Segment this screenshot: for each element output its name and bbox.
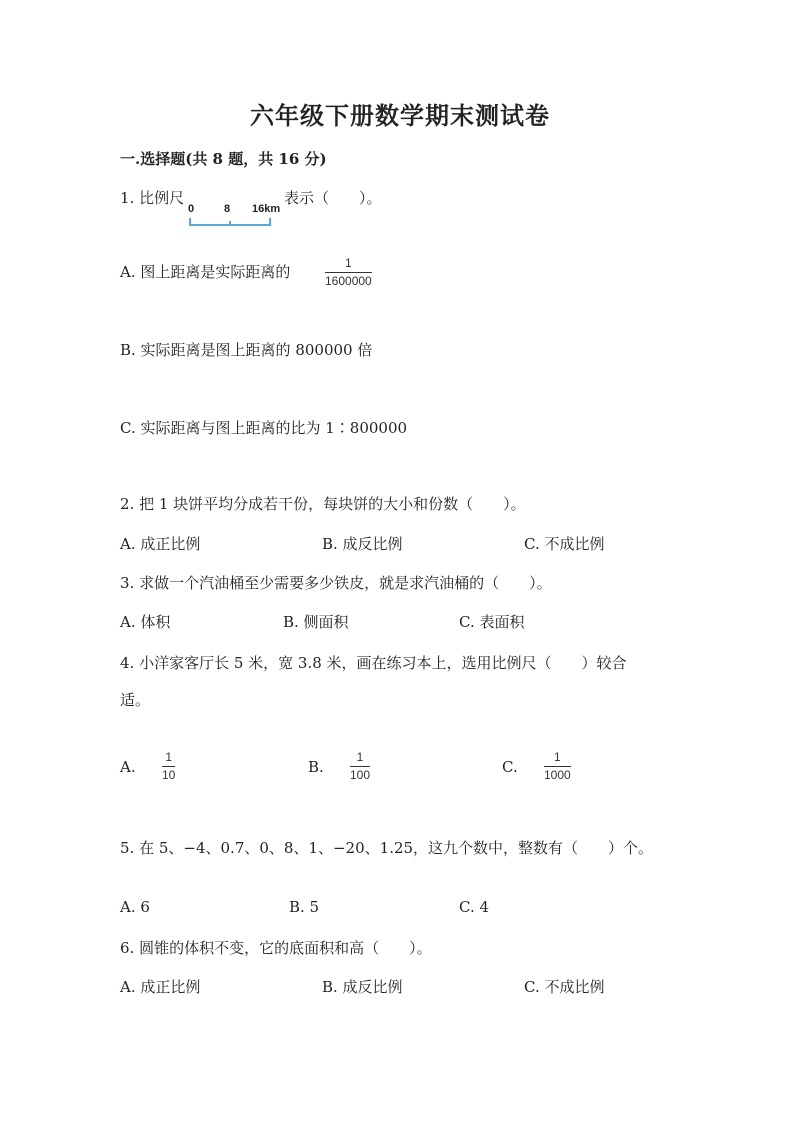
q5-option-c: C. 4	[459, 898, 490, 916]
fraction-denominator: 1000	[544, 768, 571, 782]
q4-option-a-label: A.	[120, 758, 136, 776]
q3-option-b: B. 侧面积	[283, 613, 349, 631]
q1-option-c: C. 实际距离与图上距离的比为 1∶800000	[120, 419, 408, 437]
fraction-bar	[162, 766, 175, 767]
scale-label-0: 0	[188, 203, 195, 215]
q2-option-c: C. 不成比例	[524, 535, 605, 553]
q1-stem-part-b: 表示（ ）。	[284, 189, 382, 207]
q1-option-b: B. 实际距离是图上距离的 800000 倍	[120, 341, 373, 359]
q3-option-c: C. 表面积	[459, 613, 525, 631]
q6-option-c: C. 不成比例	[524, 978, 605, 996]
scale-bar-line	[188, 198, 282, 232]
q1-option-a: A. 图上距离是实际距离的	[120, 263, 291, 281]
scale-bar-figure	[188, 198, 282, 232]
q4-option-a-fraction	[162, 750, 175, 782]
q1-stem-part-a: 1. 比例尺	[120, 189, 185, 207]
page-title: 六年级下册数学期末测试卷	[250, 101, 550, 130]
fraction-bar	[350, 766, 370, 767]
q5-stem: 5. 在 5、−4、0.7、0、8、1、−20、1.25，这九个数中，整数有（ ）个。	[120, 839, 654, 857]
fraction-numerator: 1	[356, 750, 364, 764]
q6-option-b: B. 成反比例	[322, 978, 403, 996]
fraction-denominator: 1600000	[325, 274, 372, 288]
q3-stem: 3. 求做一个汽油桶至少需要多少铁皮，就是求汽油桶的（ ）。	[120, 574, 552, 592]
fraction-denominator: 10	[162, 768, 176, 782]
fraction-denominator: 100	[350, 768, 371, 782]
q5-option-b: B. 5	[289, 898, 320, 916]
q6-option-a: A. 成正比例	[120, 978, 201, 996]
q6-stem: 6. 圆锥的体积不变，它的底面积和高（ ）。	[120, 939, 432, 957]
q2-stem: 2. 把 1 块饼平均分成若干份，每块饼的大小和份数（ ）。	[120, 495, 526, 513]
q5-option-a: A. 6	[120, 898, 150, 916]
scale-label-16km: 16km	[252, 203, 281, 215]
q4-stem-line2: 适。	[120, 691, 151, 709]
q4-option-c-label: C.	[502, 758, 518, 776]
fraction-numerator: 1	[554, 750, 561, 764]
q4-option-c-fraction	[544, 750, 571, 782]
fraction-bar	[544, 766, 571, 767]
q4-option-b-label: B.	[308, 758, 324, 776]
fraction-bar	[325, 272, 372, 273]
fraction-numerator: 1	[165, 750, 173, 764]
q4-option-b-fraction	[350, 750, 370, 782]
q1-option-a-fraction	[325, 256, 372, 288]
fraction-numerator: 1	[345, 256, 352, 270]
q2-option-b: B. 成反比例	[322, 535, 403, 553]
section-heading: 一.选择题(共 8 题，共 16 分)	[120, 150, 327, 168]
q4-stem-line1: 4. 小洋家客厅长 5 米，宽 3.8 米，画在练习本上，选用比例尺（ ）较合	[120, 654, 627, 672]
scale-label-8: 8	[224, 203, 231, 215]
q2-option-a: A. 成正比例	[120, 535, 201, 553]
q3-option-a: A. 体积	[120, 613, 171, 631]
